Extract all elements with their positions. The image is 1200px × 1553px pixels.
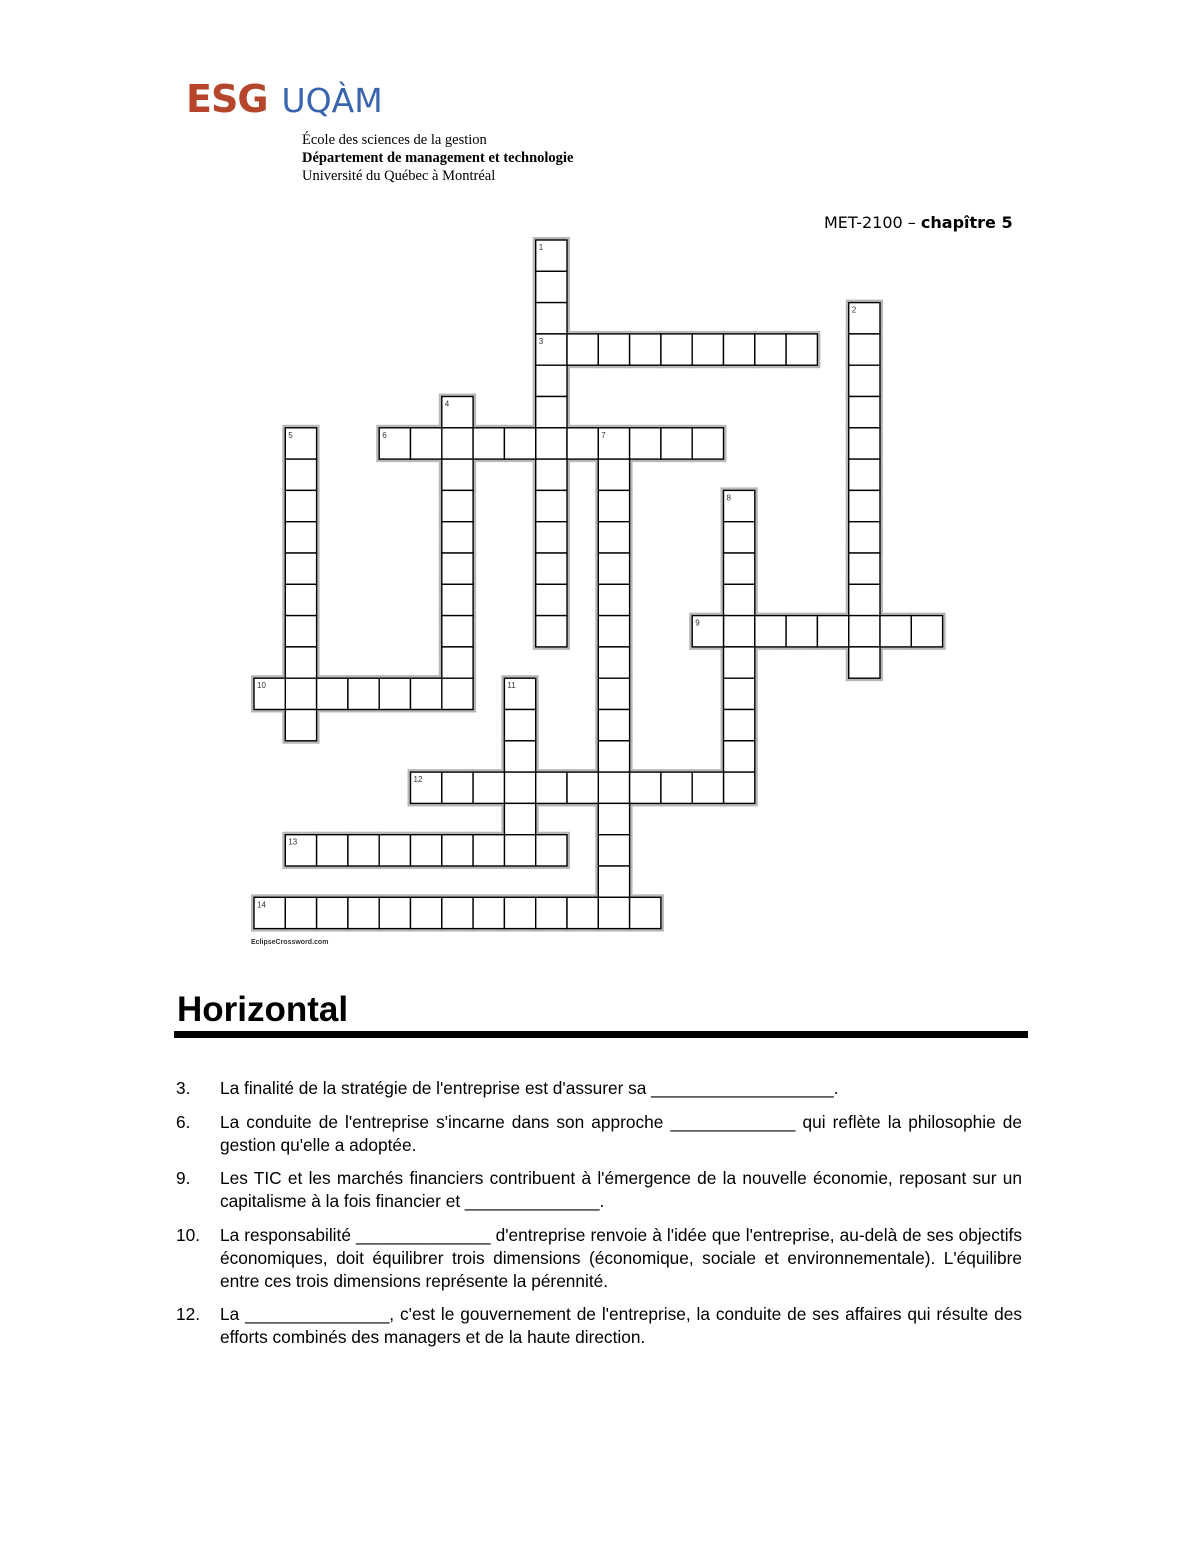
crossword-cell[interactable] <box>536 303 567 334</box>
crossword-cell[interactable] <box>849 616 880 647</box>
crossword-cell[interactable] <box>598 584 629 615</box>
crossword-cell[interactable] <box>598 678 629 709</box>
horizontal-clues <box>176 1077 1022 1360</box>
clue-number-10: 10 <box>257 681 266 691</box>
clue-9 <box>176 1167 1022 1213</box>
crossword-cell[interactable] <box>285 616 316 647</box>
crossword-cell[interactable] <box>598 334 629 365</box>
crossword-cell[interactable] <box>567 334 598 365</box>
crossword-cell[interactable] <box>504 772 535 803</box>
crossword-cell[interactable] <box>536 490 567 521</box>
crossword-cell[interactable] <box>536 616 567 647</box>
crossword-cell[interactable] <box>724 647 755 678</box>
crossword-cell[interactable] <box>724 772 755 803</box>
crossword-cell[interactable] <box>504 741 535 772</box>
crossword-cell[interactable] <box>473 772 504 803</box>
crossword-cell[interactable] <box>598 616 629 647</box>
crossword-cell[interactable] <box>442 835 473 866</box>
crossword-cell[interactable] <box>724 522 755 553</box>
clue-12 <box>176 1303 1022 1349</box>
crossword-cell[interactable] <box>724 741 755 772</box>
crossword-cell[interactable] <box>536 522 567 553</box>
crossword-cell[interactable] <box>598 803 629 834</box>
clue-text: La _______________, c'est le gouvernement de l'entreprise, la conduite de ses affaires qui résulte des efforts combinés des managers et de la haute direction. <box>220 1304 1022 1348</box>
chapter-label: chapître 5 <box>920 213 1013 232</box>
crossword-cell[interactable] <box>849 584 880 615</box>
crossword-cell[interactable] <box>348 678 379 709</box>
crossword-cell[interactable] <box>598 490 629 521</box>
logo-esg: ESG <box>186 77 268 121</box>
clue-text: La conduite de l'entreprise s'incarne dans son approche _____________ qui reflète la philosophie de gestion qu'elle a adoptée. <box>220 1111 1022 1155</box>
crossword-cell[interactable] <box>317 835 348 866</box>
crossword-cell[interactable] <box>411 897 442 928</box>
crossword-cell[interactable] <box>724 616 755 647</box>
crossword-cell[interactable] <box>285 678 316 709</box>
clue-text: La responsabilité ______________ d'entreprise renvoie à l'idée que l'entreprise, au-delà de ses objectifs économiques, doit équilibrer trois dimensions (économique, sociale et environnementale). L'équilibre entre ces trois dimensions représente la pérennité. <box>220 1224 1022 1291</box>
crossword-cell[interactable] <box>317 678 348 709</box>
crossword-cell[interactable] <box>411 835 442 866</box>
crossword-cell[interactable] <box>598 741 629 772</box>
clue-number-5: 5 <box>288 430 293 440</box>
clue-number: 9. <box>176 1168 191 1189</box>
crossword-cell[interactable] <box>504 835 535 866</box>
crossword-cell[interactable] <box>692 428 723 459</box>
crossword-cell[interactable] <box>536 397 567 428</box>
crossword-cell[interactable] <box>317 897 348 928</box>
crossword-cell[interactable] <box>442 490 473 521</box>
crossword-credit: EclipseCrossword.com <box>251 939 329 946</box>
clue-6 <box>176 1111 1022 1157</box>
crossword-cell[interactable] <box>536 553 567 584</box>
crossword-cell[interactable] <box>598 522 629 553</box>
crossword-cell[interactable] <box>598 647 629 678</box>
clue-number-14: 14 <box>257 900 266 910</box>
crossword-cell[interactable] <box>348 897 379 928</box>
crossword-cell[interactable] <box>692 334 723 365</box>
crossword-cell[interactable] <box>849 365 880 396</box>
clue-number-6: 6 <box>382 430 387 440</box>
clue-number-3: 3 <box>538 336 544 346</box>
crossword-cell[interactable] <box>630 334 661 365</box>
crossword-cell[interactable] <box>661 428 692 459</box>
crossword-cell[interactable] <box>536 459 567 490</box>
crossword-cell[interactable] <box>442 459 473 490</box>
crossword-cell[interactable] <box>285 584 316 615</box>
clue-number-4: 4 <box>444 399 450 409</box>
clue-number: 3. <box>176 1078 191 1098</box>
crossword-cell[interactable] <box>442 584 473 615</box>
crossword-cell[interactable] <box>849 647 880 678</box>
crossword-cell[interactable] <box>849 459 880 490</box>
crossword-cell[interactable] <box>536 584 567 615</box>
crossword-cell[interactable] <box>473 835 504 866</box>
crossword-cell[interactable] <box>536 365 567 396</box>
crossword-cell[interactable] <box>379 678 410 709</box>
crossword-cell[interactable] <box>849 490 880 521</box>
crossword-cell[interactable] <box>786 334 817 365</box>
crossword-cell[interactable] <box>567 428 598 459</box>
school-name: École des sciences de la gestion <box>302 132 487 148</box>
crossword-cell[interactable] <box>442 553 473 584</box>
crossword-cell[interactable] <box>285 897 316 928</box>
crossword-cell[interactable] <box>536 428 567 459</box>
clue-number-1: 1 <box>538 243 544 252</box>
crossword-cell[interactable] <box>442 897 473 928</box>
crossword-cell[interactable] <box>536 897 567 928</box>
clue-number-8: 8 <box>726 493 731 503</box>
crossword-cell[interactable] <box>724 710 755 741</box>
clue-number: 10. <box>176 1224 201 1245</box>
crossword-cell[interactable] <box>911 616 942 647</box>
crossword-cell[interactable] <box>786 616 817 647</box>
crossword-cell[interactable] <box>567 897 598 928</box>
crossword-cell[interactable] <box>598 459 629 490</box>
horizontal-heading: Horizontal <box>177 990 349 1029</box>
crossword-cell[interactable] <box>630 897 661 928</box>
crossword-cell[interactable] <box>755 616 786 647</box>
crossword-cell[interactable] <box>692 772 723 803</box>
crossword-cell[interactable] <box>598 866 629 897</box>
crossword-cell[interactable] <box>285 553 316 584</box>
crossword-cell[interactable] <box>817 616 848 647</box>
clue-number-12: 12 <box>413 775 423 785</box>
crossword-cell[interactable] <box>724 584 755 615</box>
crossword-cell[interactable] <box>411 678 442 709</box>
crossword-cell[interactable] <box>379 897 410 928</box>
crossword-cell[interactable] <box>536 835 567 866</box>
crossword-cell[interactable] <box>473 897 504 928</box>
clue-number: 6. <box>176 1111 191 1132</box>
crossword-cell[interactable] <box>504 428 535 459</box>
crossword-cell[interactable] <box>285 459 316 490</box>
clue-number: 12. <box>176 1304 201 1325</box>
crossword-cell[interactable] <box>724 553 755 584</box>
clue-number-11: 11 <box>507 681 516 691</box>
crossword-cell[interactable] <box>849 428 880 459</box>
crossword-cell[interactable] <box>661 772 692 803</box>
department-name: Département de management et technologie <box>302 150 574 166</box>
crossword-cell[interactable] <box>661 334 692 365</box>
crossword-cell[interactable] <box>473 428 504 459</box>
crossword-cell[interactable] <box>504 803 535 834</box>
crossword-cell[interactable] <box>442 522 473 553</box>
crossword-cell[interactable] <box>442 772 473 803</box>
crossword-cell[interactable] <box>880 616 911 647</box>
crossword-cell[interactable] <box>442 647 473 678</box>
crossword-cell[interactable] <box>630 772 661 803</box>
crossword-cell[interactable] <box>567 772 598 803</box>
clue-number-13: 13 <box>288 837 298 847</box>
course-code: MET-2100 – <box>824 213 921 232</box>
crossword-cell[interactable] <box>849 397 880 428</box>
crossword-cell[interactable] <box>379 835 410 866</box>
university-name: Université du Québec à Montréal <box>302 168 496 184</box>
crossword-cell[interactable] <box>598 710 629 741</box>
crossword-cell[interactable] <box>849 522 880 553</box>
crossword-cell[interactable] <box>442 616 473 647</box>
clue-3 <box>176 1077 1022 1100</box>
crossword-cell[interactable] <box>598 835 629 866</box>
crossword-cell[interactable] <box>285 647 316 678</box>
logo-uqam: UQÀM <box>281 81 383 120</box>
crossword-cell[interactable] <box>536 271 567 302</box>
crossword-cell[interactable] <box>442 428 473 459</box>
crossword-cell[interactable] <box>285 522 316 553</box>
clue-number-2: 2 <box>851 305 857 315</box>
crossword-cell[interactable] <box>504 897 535 928</box>
clue-number-9: 9 <box>695 618 700 628</box>
clue-10 <box>176 1224 1022 1292</box>
clue-text: La finalité de la stratégie de l'entreprise est d'assurer sa ___________________. <box>220 1078 839 1098</box>
crossword-cell[interactable] <box>724 334 755 365</box>
crossword-cell[interactable] <box>536 772 567 803</box>
clue-text: Les TIC et les marchés financiers contribuent à l'émergence de la nouvelle économie, reposant sur un capitalisme à la fois financier et ______________. <box>220 1168 1022 1212</box>
clue-number-7: 7 <box>601 430 606 440</box>
crossword-cell[interactable] <box>285 710 316 741</box>
heading-rule <box>174 1031 1028 1038</box>
crossword-cell[interactable] <box>724 678 755 709</box>
crossword-cell[interactable] <box>849 334 880 365</box>
crossword-cell[interactable] <box>411 428 442 459</box>
crossword-cell[interactable] <box>755 334 786 365</box>
crossword-cell[interactable] <box>504 710 535 741</box>
crossword-cell[interactable] <box>348 835 379 866</box>
crossword-cell[interactable] <box>285 490 316 521</box>
crossword-cell[interactable] <box>598 897 629 928</box>
crossword-cell[interactable] <box>442 678 473 709</box>
crossword-cell[interactable] <box>598 772 629 803</box>
crossword-cell[interactable] <box>630 428 661 459</box>
crossword-cell[interactable] <box>849 553 880 584</box>
grid-cells <box>254 240 943 929</box>
crossword-cell[interactable] <box>598 553 629 584</box>
